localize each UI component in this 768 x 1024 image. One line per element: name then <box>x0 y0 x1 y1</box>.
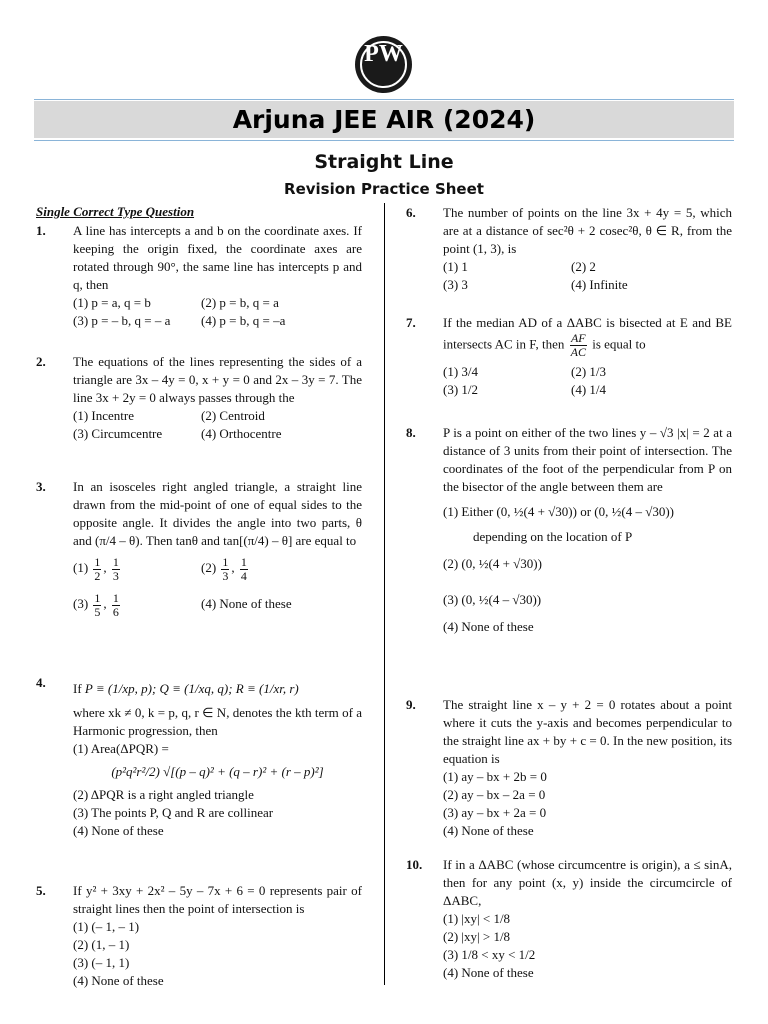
option-1: (1) 1 <box>443 259 468 274</box>
question-3 <box>36 478 362 674</box>
question-text: The straight line x – y + 2 = 0 rotates about a point where it cuts the y-axis and becomes perpendicular to the straight line ax + by + c = 0. In the new position, its equation is <box>443 697 732 766</box>
option-1: (1) $\frac{1}{2}$ , $\frac{1}{3}$ <box>73 554 119 583</box>
question-number: 4. <box>36 675 46 690</box>
option-3: (3) (– 1, 1) <box>73 955 130 970</box>
option-3: (3) p = – b, q = – a <box>73 313 171 328</box>
option-1: (1) (– 1, – 1) <box>73 919 140 934</box>
option-4: (4) None of these <box>73 823 164 838</box>
page-subtitle: Revision Practice Sheet <box>284 180 484 198</box>
option-1: (1) |xy| < 1/8 <box>443 911 511 926</box>
question-number: 10. <box>406 857 423 872</box>
option-3: (3) ay – bx + 2a = 0 <box>443 805 547 820</box>
question-number: 5. <box>36 883 46 898</box>
option-3: (3) (0, ½(4 – √30)) <box>443 592 542 607</box>
question-7 <box>406 314 732 424</box>
option-1-note: depending on the location of P <box>473 529 633 544</box>
option-2: (2) (1, – 1) <box>73 937 130 952</box>
question-text: P is a point on either of the two lines y – √3 |x| = 2 at a distance of 3 units from their point of intersection. The coordinates of the foot of the perpendicular from P on the bisector of the angle between them are <box>443 425 732 494</box>
column-divider <box>384 203 385 985</box>
option-2: (2) p = b, q = a <box>201 295 279 310</box>
option-2: (2) $\frac{1}{3}$ , $\frac{1}{4}$ <box>201 554 247 583</box>
question-text: In an isosceles right angled triangle, a straight line drawn from the mid-point of one of equal sides to the opposite angle. It divides the angle into two parts, θ and (π/4 – θ). Then tanθ and tan[(π/4) – θ] are equal to <box>73 479 362 548</box>
option-4: (4) None of these <box>443 823 534 838</box>
option-4: (4) None of these <box>201 596 292 611</box>
question-4 <box>36 674 362 882</box>
option-1: (1) Area(ΔPQR) = <box>73 741 169 756</box>
question-2 <box>36 353 362 478</box>
question-1 <box>36 222 362 353</box>
option-2: (2) |xy| > 1/8 <box>443 929 511 944</box>
question-number: 1. <box>36 223 46 238</box>
question-text: If the median AD of a ΔABC is bisected at E and BE intersects AC in F, then $\frac{AF}{AC}$ is equal to <box>443 315 732 359</box>
question-text: The number of points on the line 3x + 4y = 5, which are at a distance of sec²θ + 2 cosec²θ, θ ∈ R, from the point (1, 3), is <box>443 205 732 256</box>
section-heading: Single Correct Type Question <box>36 204 195 219</box>
option-1: (1) 3/4 <box>443 364 479 379</box>
option-4: (4) 1/4 <box>571 382 607 397</box>
question-number: 9. <box>406 697 416 712</box>
option-1: (1) Either (0, ½(4 + √30)) or (0, ½(4 – √30)) <box>443 504 674 519</box>
right-column <box>406 204 732 982</box>
question-number: 2. <box>36 354 46 369</box>
banner-bottom-rule <box>34 140 734 141</box>
option-4: (4) Orthocentre <box>201 426 282 441</box>
option-4: (4) Infinite <box>571 277 628 292</box>
question-10 <box>406 856 732 982</box>
option-2: (2) Centroid <box>201 408 265 423</box>
left-column <box>36 204 362 990</box>
question-definition: If P ≡ (1/xp, p); Q ≡ (1/xq, q); R ≡ (1/xr, r) <box>73 681 299 696</box>
option-2: (2) 2 <box>571 259 596 274</box>
option-1: (1) ay – bx + 2b = 0 <box>443 769 547 784</box>
question-text: where xk ≠ 0, k = p, q, r ∈ N, denotes the kth term of a Harmonic progression, then <box>73 705 362 738</box>
area-formula: (p²q²r²/2) √[(p – q)² + (q – r)² + (r – p)²] <box>111 764 324 779</box>
option-4: (4) p = b, q = –a <box>201 313 286 328</box>
option-2: (2) 1/3 <box>571 364 607 379</box>
option-1: (1) p = a, q = b <box>73 295 151 310</box>
question-text: A line has intercepts a and b on the coordinate axes. If keeping the origin fixed, the coordinate axes are rotated through 90°, the same line has intercepts p and q, then <box>73 223 362 292</box>
option-2: (2) ay – bx – 2a = 0 <box>443 787 546 802</box>
question-number: 6. <box>406 205 416 220</box>
pw-logo <box>355 36 412 93</box>
option-4: (4) None of these <box>443 619 534 634</box>
page-title: Straight Line <box>314 151 454 173</box>
option-3: (3) The points P, Q and R are collinear <box>73 805 274 820</box>
option-3: (3) $\frac{1}{5}$ , $\frac{1}{6}$ <box>73 590 119 619</box>
banner-top-rule <box>34 99 734 100</box>
question-number: 8. <box>406 425 416 440</box>
banner-title: Arjuna JEE AIR (2024) <box>34 101 734 138</box>
question-9 <box>406 696 732 856</box>
option-4: (4) None of these <box>443 965 534 980</box>
option-3: (3) 1/8 < xy < 1/2 <box>443 947 536 962</box>
option-3: (3) Circumcentre <box>73 426 163 441</box>
question-number: 3. <box>36 479 46 494</box>
option-2: (2) (0, ½(4 + √30)) <box>443 556 542 571</box>
option-3: (3) 1/2 <box>443 382 479 397</box>
logo-text: PW <box>364 41 403 67</box>
question-5 <box>36 882 362 990</box>
question-text: If in a ΔABC (whose circumcentre is origin), a ≤ sinA, then for any point (x, y) inside the circumcircle of ΔABC, <box>443 857 732 908</box>
question-8 <box>406 424 732 696</box>
option-4: (4) None of these <box>73 973 164 988</box>
question-6 <box>406 204 732 314</box>
option-3: (3) 3 <box>443 277 468 292</box>
option-2: (2) ΔPQR is a right angled triangle <box>73 787 254 802</box>
question-text: The equations of the lines representing the sides of a triangle are 3x – 4y = 0, x + y = 0 and 2x – 3y = 7. The line 3x + 2y = 0 always passes through the <box>73 354 362 405</box>
question-text: If y² + 3xy + 2x² – 5y – 7x + 6 = 0 represents pair of straight lines then the point of intersection is <box>73 883 362 916</box>
option-1: (1) Incentre <box>73 408 134 423</box>
question-number: 7. <box>406 315 416 330</box>
